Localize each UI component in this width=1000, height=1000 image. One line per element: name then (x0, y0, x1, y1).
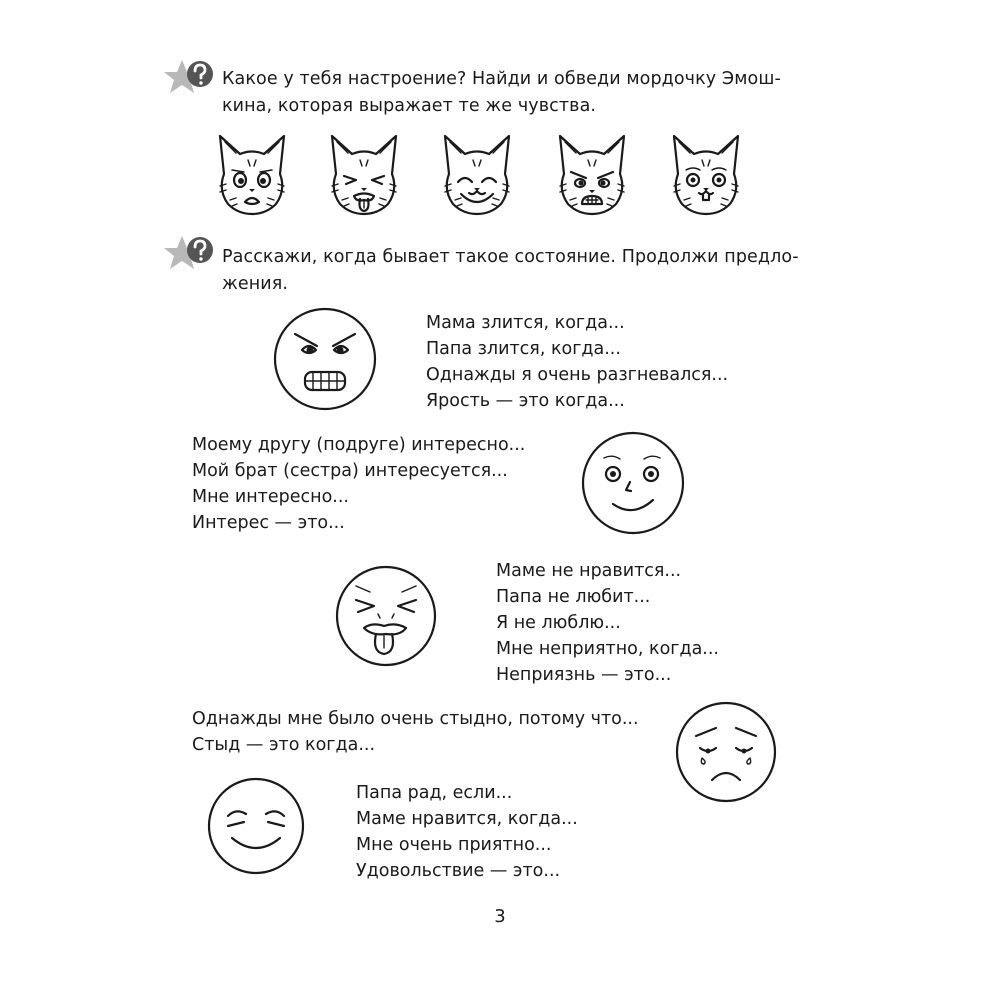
prompt-line: Мой брат (сестра) интересуется... (192, 461, 508, 481)
angry-face-icon (272, 306, 378, 412)
task-2-line: жения. (222, 274, 289, 294)
prompt-line: Ярость — это когда... (426, 391, 625, 411)
prompt-line: Папа не любит... (496, 587, 651, 607)
task-2-instruction (222, 244, 802, 298)
cat-surprised-icon[interactable] (664, 128, 748, 222)
cat-disgusted-icon[interactable] (322, 128, 406, 222)
cat-angry-icon[interactable] (550, 128, 634, 222)
prompt-line: Интерес — это... (192, 513, 345, 533)
disgusted-face-icon (334, 564, 438, 668)
prompt-line: Моему другу (подруге) интересно... (192, 435, 526, 455)
prompt-line: Однажды я очень разгневался... (426, 365, 729, 385)
joy-prompts (356, 780, 578, 884)
prompt-line: Я не люблю... (496, 613, 621, 633)
joyful-face-icon (206, 776, 306, 876)
task-1-line: кина, которая выражает те же чувства. (222, 96, 597, 116)
prompt-line: Стыд — это когда... (192, 735, 376, 755)
prompt-line: Однажды мне было очень стыдно, потому что... (192, 709, 639, 729)
prompt-line: Папа злится, когда... (426, 339, 621, 359)
page-number: 3 (494, 906, 506, 927)
anger-prompts (426, 310, 728, 414)
prompt-line: Мама злится, когда... (426, 313, 625, 333)
cat-happy-icon[interactable] (435, 128, 519, 222)
prompt-line: Маме нравится, когда... (356, 809, 578, 829)
star-question-icon (162, 232, 218, 276)
star-question-icon (162, 56, 218, 100)
ashamed-face-icon (674, 700, 778, 804)
prompt-line: Мне неприятно, когда... (496, 639, 719, 659)
prompt-line: Неприязнь — это... (496, 665, 672, 685)
disgust-prompts (496, 558, 719, 688)
task-2-line: Расскажи, когда бывает такое состояние. Продолжи предло- (222, 247, 799, 267)
prompt-line: Маме не нравится... (496, 561, 682, 581)
prompt-line: Мне очень приятно... (356, 835, 552, 855)
task-1-instruction (222, 66, 802, 120)
interested-face-icon (580, 430, 686, 536)
prompt-line: Папа рад, если... (356, 783, 513, 803)
cat-scared-icon[interactable] (210, 128, 294, 222)
prompt-line: Удовольствие — это... (356, 861, 561, 881)
task-1-line: Какое у тебя настроение? Найди и обведи мордочку Эмош- (222, 69, 781, 89)
shame-prompts (192, 706, 639, 758)
prompt-line: Мне интересно... (192, 487, 349, 507)
interest-prompts (192, 432, 525, 536)
